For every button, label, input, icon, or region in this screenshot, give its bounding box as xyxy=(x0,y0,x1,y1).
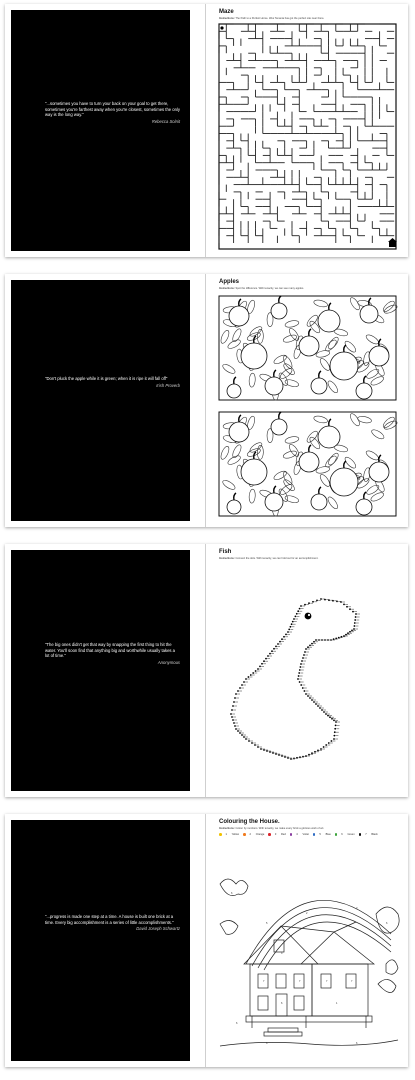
legend-colour-name: Blue xyxy=(324,833,331,836)
instructions-text: Connect the dots. With tenacity, we can hold out for an accomplishment. xyxy=(235,557,319,560)
puzzle-page xyxy=(206,4,408,257)
quote-text xyxy=(45,642,180,665)
instructions-text: The Path to a Perfect Home. Wes Tenanta has got the perfect site near there. xyxy=(235,17,325,20)
quote-body: "...progress is made one step at a time. A house is built one brick at a time. Every big accomplishment is a series of little accomplishments." xyxy=(45,914,174,925)
page-title: Apples xyxy=(219,279,240,285)
quote-body: "The big ones didn't get that way by snapping the first thing to hit the water. You'll soon find that anything big and worthwhile usually takes a lot of time." xyxy=(45,642,175,659)
quote-body: "...sometimes you have to turn your back on your goal to get there, sometimes you're farthest away when you're closest, sometimes the only way is the long way." xyxy=(45,101,180,118)
quote-panel xyxy=(11,10,190,251)
spread-house xyxy=(5,814,408,1067)
instructions-label: Instructions: xyxy=(219,827,235,830)
legend-colour-name: Green xyxy=(346,833,355,836)
apples-panel-bottom xyxy=(219,412,398,516)
quote-page xyxy=(5,544,205,797)
fish-dot-to-dot xyxy=(206,544,408,797)
legend-number: 6 xyxy=(341,833,343,836)
quote-text xyxy=(45,101,180,124)
legend-number: 2 xyxy=(249,833,251,836)
quote-page xyxy=(5,274,205,527)
quote-author: David Joseph Schwartz xyxy=(136,926,180,932)
svg-text:6: 6 xyxy=(236,1022,238,1025)
instructions-text: Colour by numbers. With tenacity, we make every brick a glorious work of art. xyxy=(235,827,325,830)
legend-colour-name: Yellow xyxy=(230,833,240,836)
svg-text:6: 6 xyxy=(281,1002,283,1005)
legend-colour-name: Red xyxy=(280,833,286,836)
instructions-label: Instructions: xyxy=(219,287,235,290)
legend-colour-name: Orange xyxy=(254,833,265,836)
spread-maze xyxy=(5,4,408,257)
svg-text:6: 6 xyxy=(231,892,233,895)
spread-fish xyxy=(5,544,408,797)
svg-text:5: 5 xyxy=(266,922,268,925)
svg-text:3: 3 xyxy=(356,907,358,910)
legend-number: 3 xyxy=(274,833,277,836)
legend-colour-name: Black xyxy=(370,833,378,836)
quote-page xyxy=(5,814,205,1067)
legend-number: 4 xyxy=(296,833,298,836)
spread-apples xyxy=(5,274,408,527)
legend-number: 1 xyxy=(225,833,227,836)
fish-eye xyxy=(305,613,312,620)
page-title: Colouring the House. xyxy=(219,819,280,825)
svg-text:6: 6 xyxy=(356,1042,358,1045)
quote-author: Irish Proverb xyxy=(156,382,180,388)
quote-text xyxy=(45,914,180,932)
svg-text:7: 7 xyxy=(326,980,328,983)
quote-page xyxy=(5,4,205,257)
svg-text:7: 7 xyxy=(263,980,265,983)
quote-panel xyxy=(11,550,190,791)
quote-author: Rebecca Solnit xyxy=(151,118,180,124)
quote-body: "Don't pluck the apple while it is green; when it is ripe it will fall off" xyxy=(45,376,168,381)
apples-panel-top xyxy=(219,296,398,400)
svg-text:7: 7 xyxy=(351,980,353,983)
svg-text:2: 2 xyxy=(306,912,308,915)
quote-text xyxy=(45,376,180,388)
maze-start-marker xyxy=(220,26,223,29)
svg-text:1: 1 xyxy=(336,1002,338,1005)
quote-panel xyxy=(11,820,190,1061)
svg-text:6: 6 xyxy=(386,922,388,925)
quote-author: Anonymous xyxy=(157,659,180,665)
apples-illustration xyxy=(206,274,408,527)
house-colouring-illustration xyxy=(206,814,408,1067)
instructions-text: Spot the difference. With tenacity, we can see many apples. xyxy=(235,287,304,290)
svg-text:6: 6 xyxy=(266,1042,268,1045)
page-title: Fish xyxy=(219,549,232,555)
svg-text:4: 4 xyxy=(281,952,283,955)
legend-number: 7 xyxy=(365,833,367,836)
maze-illustration xyxy=(206,4,408,257)
page-title: Maze xyxy=(219,9,234,15)
puzzle-page xyxy=(206,274,408,527)
legend-number: 5 xyxy=(319,833,321,836)
svg-text:7: 7 xyxy=(299,980,301,983)
puzzle-page xyxy=(206,814,408,1067)
legend-colour-name: Violet xyxy=(301,833,309,836)
instructions-label: Instructions: xyxy=(219,17,235,20)
puzzle-page xyxy=(206,544,408,797)
instructions-label: Instructions: xyxy=(219,557,235,560)
quote-panel xyxy=(11,280,190,521)
